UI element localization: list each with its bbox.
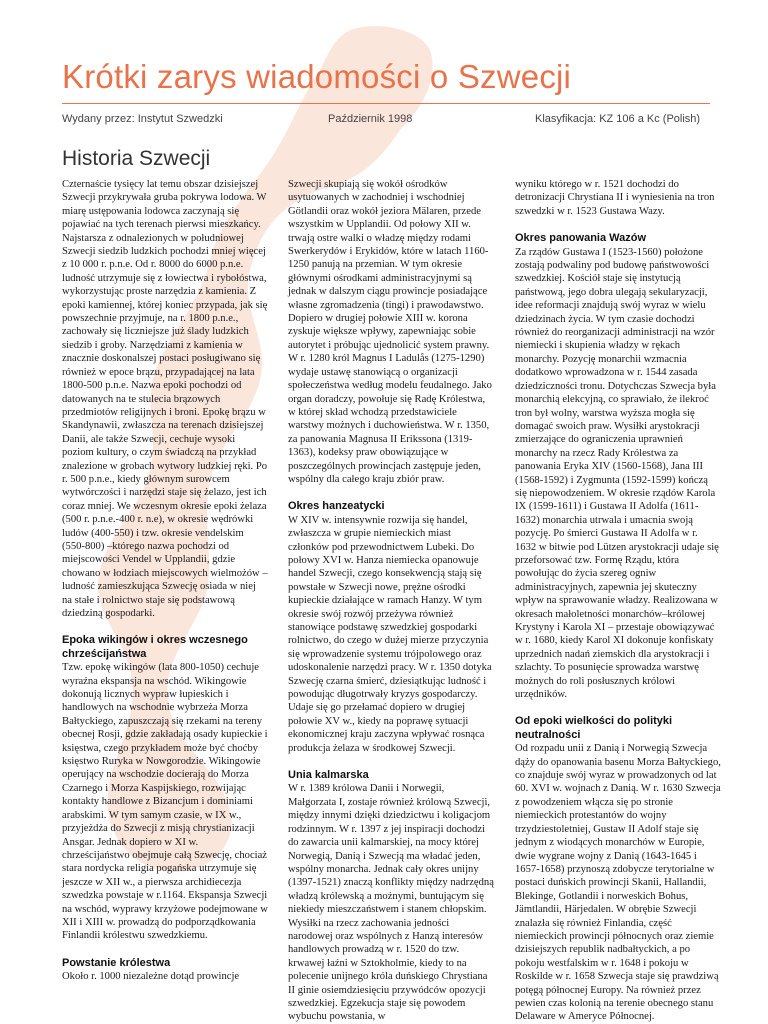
publication-date: Październik 1998 <box>328 113 413 125</box>
subheading: Powstanie królestwa <box>62 956 171 969</box>
text-column-1 <box>62 178 268 984</box>
paragraph: W r. 1389 królowa Danii i Norwegii, Małgorzata I, zostaje również królową Szwecji, między innymi dzięki dziedzictwu i koligacjom rodzinnym. W r. 1397 z jej inspiracji dochodzi do zawarcia unii kalmarskiej, na mocy której Norwegią, Danią i Szwecją ma władać jeden, wspólny monarcha. Jednak cały okres unijny (1397-1521) znaczą konflikty między nadrzędną władzą królewską a możnymi, buntującym się niekiedy mieszczaństwem i stanem chłopskim. Wysiłki na rzecz zachowania jedności narodowej oraz wspólnych z Hanzą interesów handlowych prowadzą w r. 1520 do tzw. krwawej łaźni w Sztokholmie, kiedy to na polecenie unijnego króla duńskiego Chrystiana II ginie osiemdziesięciu przywódców opozycji szwedzkiej. Egzekucja staje się powodem wybuchu powstania, w <box>288 783 494 1023</box>
text-column-2 <box>288 178 494 1024</box>
page-title: Krótki zarys wiadomości o Szwecji <box>62 58 572 95</box>
classification-text: Klasyfikacja: KZ 106 a Kc (Polish) <box>535 113 701 125</box>
paragraph: wyniku którego w r. 1521 dochodzi do detronizacji Chrystiana II i wyniesienia na tron szwedzki w r. 1523 Gustawa Wazy. <box>515 179 715 217</box>
text-column-3 <box>515 178 721 1024</box>
publisher-text: Wydany przez: Instytut Szwedzki <box>62 113 223 125</box>
subheading: Okres hanzeatycki <box>288 500 385 513</box>
paragraph: Tzw. epokę wikingów (lata 800-1050) cechuje wyraźna ekspansja na wschód. Wikingowie dokonują licznych wypraw łupieskich i handlowych na wschodnie wybrzeża Morza Bałtyckiego, zapuszczają się rzekami na tereny obecnej Rosji, gdzie zakładają osady kupieckie i księstwa, czego przykładem może być choćby księstwo Ruryka w Nowgorodzie. Wikingowie operujący na wschodzie docierają do Morza Czarnego i Morza Kaspijskiego, rozwijając kontakty handlowe z Bizancjum i dominiami arabskimi. W tym samym czasie, w IX w., przyjeżdża do Szwecji z misją chrystianizacji Ansgar. Jednak dopiero w XI w. chrześcijaństwo obejmuje całą Szwecję, chociaż stara nordycka religia pogańska utrzymuje się jeszcze w XII w., a pierwsza archidiecezja szwedzka powstaje w r.1164. Ekspansja Szwecji na wschód, wyprawy krzyżowe podejmowane w XII i XIII w. prowadzą do podporządkowania Finlandii królestwu szwedzkiemu. <box>62 662 268 942</box>
paragraph: Około r. 1000 niezależne dotąd prowincje <box>62 971 240 983</box>
subheading: Unia kalmarska <box>288 769 369 782</box>
title-rule <box>62 103 710 104</box>
paragraph: Szwecji skupiają się wokół ośrodków usytuowanych w zachodniej i wschodniej Götlandii oraz wokół jeziora Mälaren, przede wszystkim w Upplandii. Od połowy XII w. trwają ostre walki o władzę między rodami Swerkerydów i Erykidów, które w latach 1160-1250 panują na przemian. W tym okresie głównymi ośrodkami administracyjnymi są jednak w dalszym ciągu prowincje posiadające własne zgromadzenia (tingi) i prawodawstwo. Dopiero w drugiej połowie XIII w. korona zyskuje większe wpływy, zapewniając sobie autorytet i próbując ujednolicić system prawny. W r. 1280 król Magnus I Ladulås (1275-1290) wydaje ustawę stanowiącą o organizacji społeczeństwa według modelu feudalnego. Jako organ doradczy, powołuje się Radę Królestwa, w której skład wchodzą przedstawiciele warstwy możnych i duchowieństwa. W r. 1350, za panowania Magnusa II Erikssona (1319-1363), kodeksy praw obowiązujące w poszczególnych prowincjach zastępuje jeden, wspólny dla całego kraju zbiór praw. <box>288 179 492 485</box>
paragraph: Czternaście tysięcy lat temu obszar dzisiejszej Szwecji przykrywała gruba pokrywa lodowa. W miarę ustępowania lodowca zaczynają się pojawiać na tych terenach pierwsi mieszkańcy. Najstarsza z odnalezionych w południowej Szwecji siedzib ludzkich pochodzi mniej więcej z 10 000 r. p.n.e. Od r. 8000 do 6000 p.n.e. ludność utrzymuje się z łowiectwa i rybołóstwa, wykorzystując proste narzędzia z kamienia. Z epoki kamiennej, której koniec przypada, jak się powszechnie przyjmuje, na r. 1800 p.n.e., zachowały się liczniejsze już ślady ludzkich siedzib i groby. Narzędziami z kamienia w znacznie doskonalszej postaci posługiwano się również w epoce brązu, przypadającej na lata 1800-500 p.n.e. Nazwa epoki pochodzi od datowanych na te stulecia brązowych przedmiotów religijnych i broni. Epokę brązu w Skandynawii, zwłaszcza na terenach dzisiejszej Danii, ale także Szwecji, cechuje wysoki poziom kultury, o czym świadczą na przykład znalezione w grobach wytwory ludzkiej ręki. Po r. 500 p.n.e., kiedy głównym surowcem wytwórczości i narzędzi staje się żelazo, jest ich coraz mniej. We wczesnym okresie epoki żelaza (500 r. p.n.e.-400 r. n.e), w okresie wędrówki ludów (400-550) i tzw. okresie vendelskim (550-800) –którego nazwa pochodzi od miejscowości Vendel w Upplandii, gdzie chowano w łodziach miejscowych wielmożów – ludność zamieszkująca Szwecję osiada w niej na stałe i rolnictwo staje się podstawową dziedziną gospodarki. <box>62 179 268 619</box>
paragraph: Za rządów Gustawa I (1523-1560) położone zostają podwaliny pod budowę państwowości szwedzkiej. Kościół staje się instytucją państwową, jego dobra ulegają sekularyzacji, idee reformacji znajdują swój wyraz w wielu dziedzinach życia. W tym czasie dochodzi również do reorganizacji administracji na wzór niemiecki i skupienia władzy w rękach monarchy. Pozycję monarchii wzmacnia dodatkowo wprowadzona w r. 1544 zasada dziedziczności tronu. Dotychczas Szwecja była monarchią elekcyjną, co sprawiało, że ilekroć tron był wolny, warstwa wyższa mogła się domagać swoich praw. Wysiłki arystokracji zmierzające do ograniczenia uprawnień monarchy na rzecz Rady Królestwa za panowania Eryka XIV (1560-1568), Jana III (1568-1592) i Zygmunta (1592-1599) kończą się niepowodzeniem. W okresie rządów Karola IX (1599-1611) i Gustawa II Adolfa (1611-1632) monarchia utrwala i umacnia swoją pozycję. Po śmierci Gustawa II Adolfa w r. 1632 w bitwie pod Lützen arystokracji udaje się przeforsować tzw. Formę Rządu, która powołując do życia szereg ogniw administracyjnych, zapewnia jej skuteczny wpływ na sprawowanie władzy. Realizowana w okresach małoletności monarchów–królowej Krystyny i Karola XI – przestaje obowiązywać w r. 1680, kiedy Karol XI dokonuje konfiskaty uprzednich nadań ziemskich dla arystokracji i szlachty. To posunięcie sprowadza warstwę możnych do roli posłusznych królowi urzędników. <box>515 246 719 701</box>
subheading: Okres panowania Wazów <box>515 232 647 245</box>
subheading: Od epoki wielkości do polityki neutralności <box>515 715 673 741</box>
subheading: Epoka wikingów i okres wczesnego chrześcijaństwa <box>62 634 248 660</box>
paragraph: W XIV w. intensywnie rozwija się handel, zwłaszcza w grupie niemieckich miast członków pod przewodnictwem Lubeki. Do połowy XVI w. Hanza niemiecka opanowuje handel Szwecji, czego konsekwencją stają się powstałe w Szwecji nowe, prężne ośrodki kupieckie działające w ramach Hanzy. W tym okresie swój rozwój przeżywa również stanowiące podstawę szwedzkiej gospodarki rolnictwo, do czego w dużej mierze przyczynia się wprowadzenie systemu trójpolowego oraz udoskonalenie narzędzi pracy. W r. 1350 dotyka Szwecję czarna śmierć, dziesiątkując ludność i powodując długotrwały kryzys gospodarczy. Udaje się go przełamać dopiero w drugiej połowie XV w., kiedy na poprawę sytuacji ekonomicznej kraju zaczyna wpływać rosnąca produkcja żelaza w środkowej Szwecji. <box>288 514 492 754</box>
section-title: Historia Szwecji <box>62 147 211 170</box>
paragraph: Od rozpadu unii z Danią i Norwegią Szwecja dąży do opanowania basenu Morza Bałtyckiego, co znajduje swój wyraz w prowadzonych od lat 60. XVI w. wojnach z Danią. W r. 1630 Szwecja z powodzeniem włącza się po stronie niemieckich protestantów do wojny trzydziestoletniej, Gustaw II Adolf staje się jednym z wiodących monarchów w Europie, dwie wygrane wojny z Danią (1643-1645 i 1657-1658) przynoszą zdobycze terytorialne w postaci duńskich prowincji Skanii, Hallandii, Blekinge, Gotlandii i norweskich Bohus, Jämtlandii, Härjedalen. W obrębie Szwecji znalazła się również Finlandia, część niemieckich prowincji północnych oraz ziemie dzisiejszych republik nadbałtyckich, a po pokoju westfalskim w r. 1648 i pokoju w Roskilde w r. 1658 Szwecja staje się prawdziwą potęgą północnej Europy. Na również przez pewien czas kolonią na terenie obecnego stanu Delaware w Ameryce Północnej. <box>515 743 721 1023</box>
